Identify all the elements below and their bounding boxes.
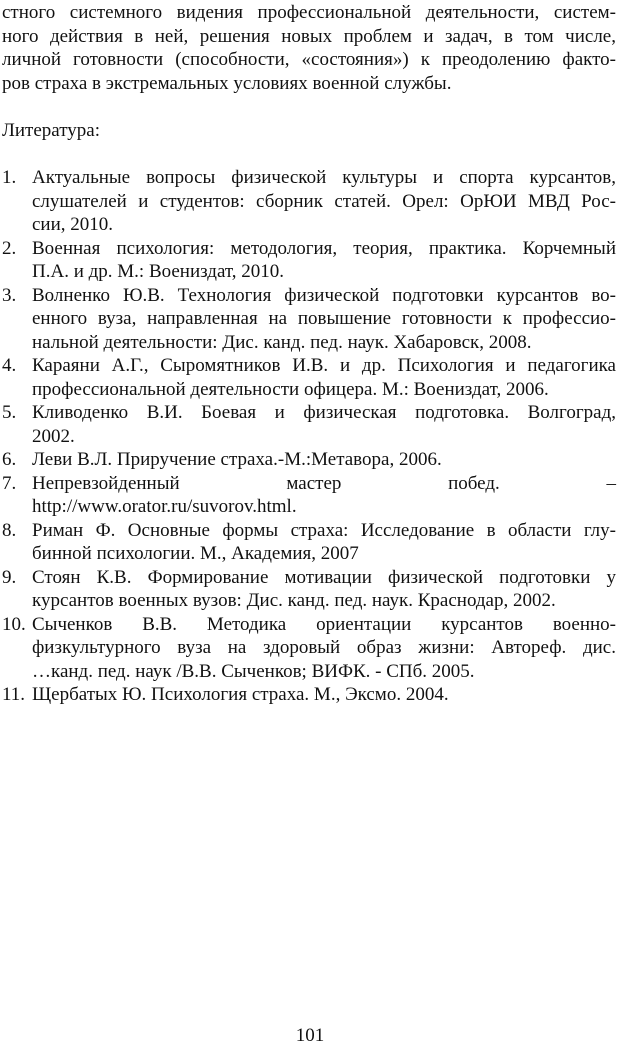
intro-line: ного действия в ней, решения новых проблем и задач, в том числе, [2,25,616,47]
reference-number: 5. [2,402,17,423]
reference-line: профессиональной деятельности офицера. М.: Воениздат, 2006. [32,378,549,400]
reference-number: 8. [2,519,17,541]
reference-item [2,284,616,355]
reference-item [2,401,616,448]
reference-line: Непревзойденный мастер побед. – [32,472,616,494]
reference-line: Щербатых Ю. Психология страха. М., Эксмо. 2004. [32,684,449,705]
reference-line: Риман Ф. Основные формы страха: Исследование в области глу- [32,519,616,541]
reference-item [2,472,616,519]
reference-line: енного вуза, направленная на повышение готовности к профессио- [32,308,616,329]
reference-list [2,166,616,707]
intro-line: личной готовности (способности, «состояния») к преодолению факто- [2,49,616,70]
reference-line: Сыченков В.В. Методика ориентации курсантов военно- [32,613,616,635]
reference-number: 6. [2,449,17,470]
reference-item [2,237,616,284]
reference-line: курсантов военных вузов: Дис. канд. пед. наук. Краснодар, 2002. [32,590,556,611]
intro-line: ров страха в экстремальных условиях военной службы. [2,72,452,94]
reference-line: физкультурного вуза на здоровый образ жизни: Автореф. дис. [32,637,616,658]
reference-line: Военная психология: методология, теория, практика. Корчемный [32,237,616,259]
reference-item [2,448,616,472]
reference-number: 9. [2,566,17,588]
reference-link: http://www.orator.ru/suvorov.html. [32,496,297,517]
reference-number: 2. [2,237,17,259]
intro-line: стного системного видения профессиональной деятельности, систем- [2,2,616,23]
reference-line: Стоян К.В. Формирование мотивации физической подготовки у [32,566,616,588]
reference-number: 3. [2,284,17,306]
reference-item [2,166,616,237]
reference-line: Караяни А.Г., Сыромятников И.В. и др. Психология и педагогика [32,355,616,376]
reference-line: слушателей и студентов: сборник статей. Орел: ОрЮИ МВД Рос- [32,190,616,212]
reference-line: 2002. [32,425,75,447]
intro-paragraph [2,1,616,95]
reference-line: бинной психологии. М., Академия, 2007 [32,543,359,564]
reference-line: Актуальные вопросы физической культуры и спорта курсантов, [32,167,616,188]
reference-number: 11. [2,684,26,705]
reference-number: 10. [2,613,26,635]
reference-line: Волненко Ю.В. Технология физической подготовки курсантов во- [32,284,616,306]
reference-item [2,354,616,401]
reference-line: …канд. пед. наук /В.В. Сыченков; ВИФК. - СПб. 2005. [32,660,475,682]
reference-item [2,613,616,684]
reference-item [2,566,616,613]
literature-heading: Литература: [2,120,100,141]
reference-item [2,519,616,566]
reference-item [2,683,616,707]
reference-number: 7. [2,472,17,494]
reference-line: П.А. и др. М.: Воениздат, 2010. [32,261,285,282]
reference-number: 1. [2,167,17,188]
reference-line: Леви В.Л. Приручение страха.-М.:Метавора, 2006. [32,449,442,470]
page-number: 101 [295,1025,325,1046]
reference-number: 4. [2,355,17,376]
reference-line: нальной деятельности: Дис. канд. пед. наук. Хабаровск, 2008. [32,331,532,353]
reference-line: сии, 2010. [32,214,114,235]
reference-line: Кливоденко В.И. Боевая и физическая подготовка. Волгоград, [32,402,616,423]
